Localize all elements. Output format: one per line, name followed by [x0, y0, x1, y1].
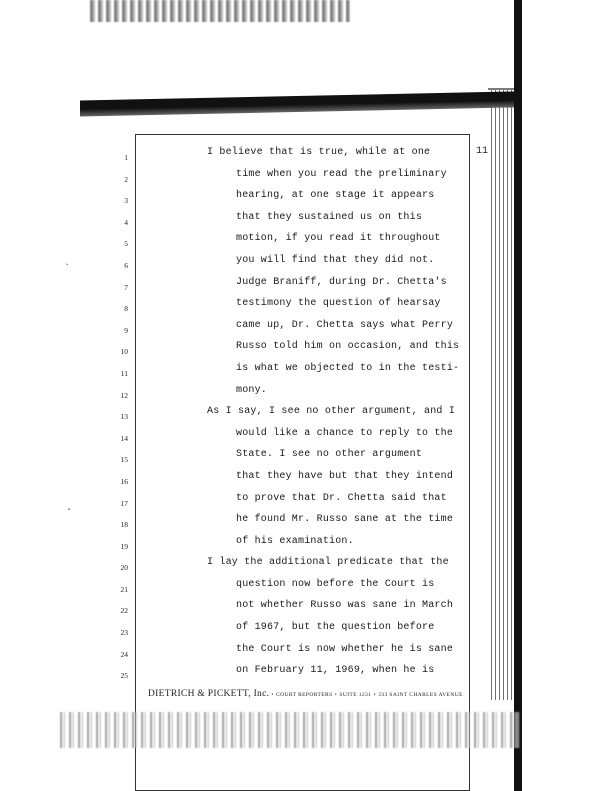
transcript-line: on February 11, 1969, when he is [236, 665, 435, 677]
line-number: 21 [120, 584, 128, 594]
footer-address: 333 SAINT CHARLES AVENUE [378, 692, 463, 698]
line-number: 23 [120, 628, 128, 638]
stray-mark: ` [64, 264, 71, 275]
transcript-line: I believe that is true, while at one [207, 147, 431, 158]
stray-mark: · [66, 505, 73, 516]
transcript-line: you will find that they did not. [236, 254, 435, 266]
transcript-line: to prove that Dr. Chetta said that [236, 492, 447, 504]
line-number: 6 [124, 260, 128, 270]
transcript-line: question now before the Court is [236, 578, 435, 590]
transcript-text [203, 145, 473, 685]
footer-separator: • [271, 692, 274, 698]
line-number: 17 [120, 498, 128, 508]
transcript-line: is what we objected to in the testi- [236, 362, 460, 374]
transcript-line: I lay the additional predicate that the [207, 557, 449, 569]
line-number: 3 [124, 196, 128, 206]
reporter-company: DIETRICH & PICKETT, Inc. [148, 689, 270, 699]
transcript-line: would like a chance to reply to the [236, 427, 454, 439]
transcript-line: mony. [236, 384, 268, 396]
line-number: 10 [120, 347, 128, 357]
line-number: 25 [120, 671, 128, 681]
line-number-column [100, 152, 128, 692]
line-number: 11 [120, 368, 128, 378]
line-number: 13 [120, 412, 128, 422]
line-number: 9 [124, 325, 128, 335]
transcript-line: that they sustained us on this [236, 211, 423, 223]
scan-artifact-top [90, 0, 350, 22]
transcript-line: of his examination. [236, 535, 354, 547]
scan-artifact-bottom [60, 712, 520, 748]
line-number: 22 [120, 606, 128, 616]
transcript-line: of 1967, but the question before [236, 622, 435, 634]
line-number: 18 [120, 520, 128, 530]
transcript-line: not whether Russo was sane in March [236, 600, 454, 612]
page-number: 11 [476, 146, 489, 157]
line-number: 12 [120, 390, 128, 400]
transcript-line: that they have but that they intend [236, 470, 454, 482]
line-number: 14 [120, 433, 128, 443]
transcript-line: Judge Braniff, during Dr. Chetta's [236, 276, 447, 288]
footer-separator: • [334, 692, 338, 698]
transcript-line: motion, if you read it throughout [236, 233, 441, 245]
line-number: 16 [120, 476, 128, 486]
line-number: 20 [120, 563, 128, 573]
transcript-line: hearing, at one stage it appears [236, 190, 435, 202]
transcript-line: came up, Dr. Chetta says what Perry [236, 319, 454, 331]
transcript-line: testimony the question of hearsay [236, 298, 441, 310]
line-number: 24 [120, 649, 128, 659]
line-number: 2 [124, 174, 128, 184]
line-number: 19 [120, 541, 128, 551]
line-number: 1 [124, 153, 128, 162]
transcript-line: As I say, I see no other argument, and I [207, 406, 456, 418]
footer-reporters: COURT REPORTERS [276, 692, 333, 698]
footer-separator: • [373, 692, 376, 698]
scan-artifact-right-edge [514, 0, 522, 791]
transcript-line: Russo told him on occasion, and this [236, 341, 460, 353]
transcript-page [100, 112, 489, 699]
transcript-line: State. I see no other argument [236, 449, 423, 461]
line-number: 15 [120, 455, 128, 465]
footer-suite: SUITE 1231 [339, 692, 372, 698]
transcript-line: time when you read the preliminary [236, 168, 447, 180]
transcript-line: he found Mr. Russo sane at the time [236, 514, 454, 526]
line-number: 4 [124, 217, 128, 227]
page-footer [148, 688, 478, 699]
line-number: 5 [124, 239, 128, 249]
line-number: 7 [124, 282, 128, 292]
transcript-line: the Court is now whether he is sane [236, 643, 454, 655]
line-number: 8 [124, 304, 128, 314]
